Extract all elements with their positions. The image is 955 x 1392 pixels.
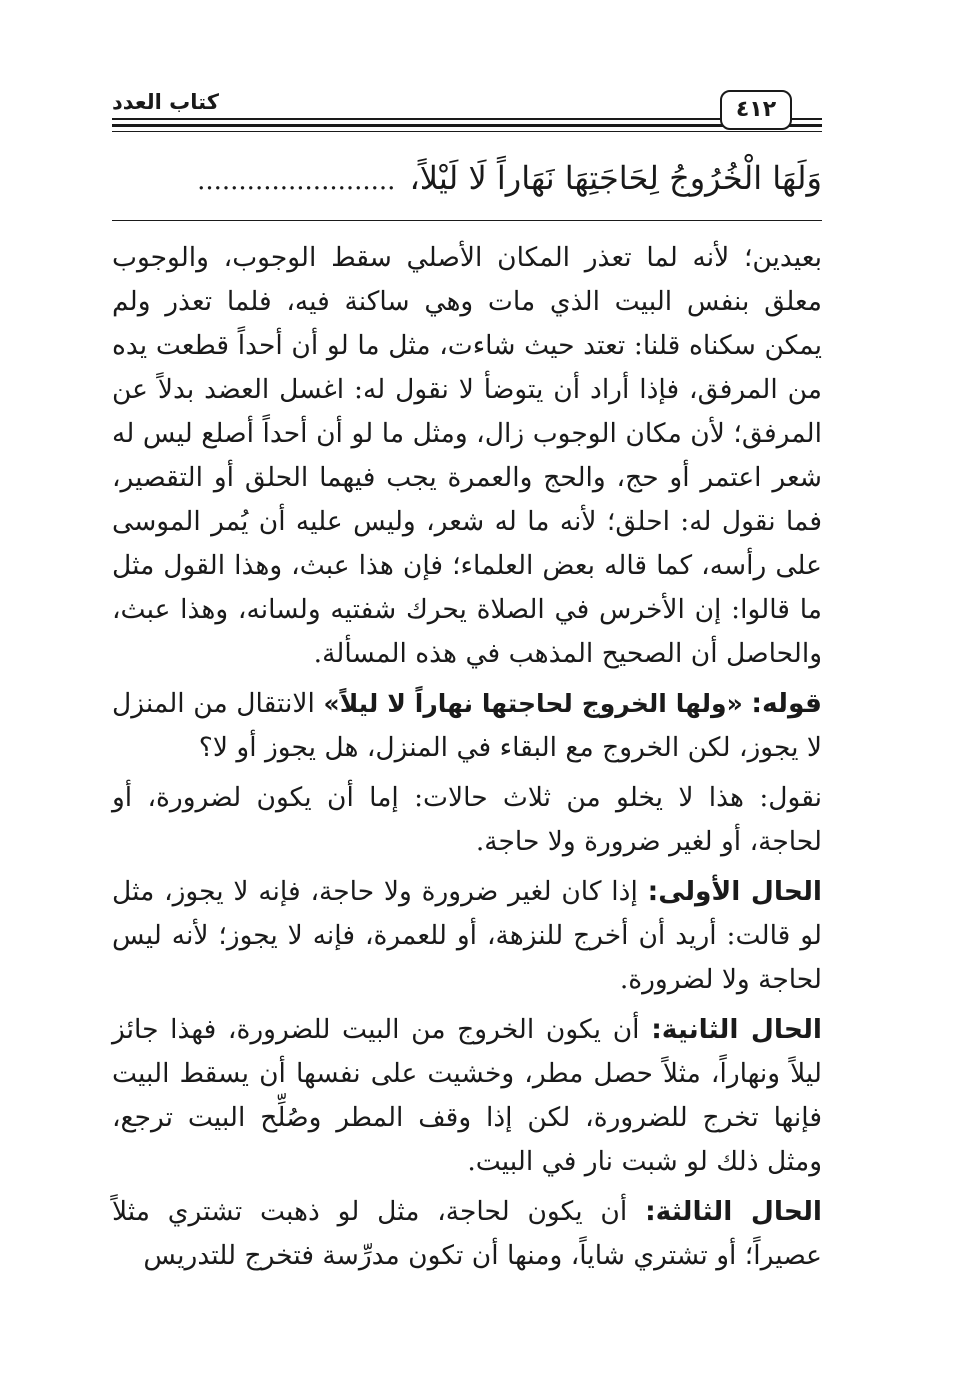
header-rule: [112, 131, 822, 132]
paragraph: بعيدين؛ لأنه لما تعذر المكان الأصلي سقط الوجوب، والوجوب معلق بنفس البيت الذي مات وهي ساكنة فيه، فلما تعذر ولم يمكن سكناه قلنا: تعتد حيث شاءت، مثل ما لو أن أحداً قطعت يده من المرفق، فإذا أراد أن يتوضأ لا نقول له: اغسل العضد بدلاً عن المرفق؛ لأن مكان الوجوب زال، ومثل ما لو أن أحداً أصلع ليس له شعر اعتمر أو حج، والحج والعمرة يجب فيهما الحلق أو التقصير، فما نقول له: احلق؛ لأنه ما له شعر، وليس عليه أن يُمر الموسى على رأسه، كما قاله بعض العلماء؛ فإن هذا عبث، وهذا القول مثل ما قالوا: إن الأخرس في الصلاة يحرك شفتيه ولسانه، وهذا عبث، والحاصل أن الصحيح المذهب في هذه المسألة.: [112, 242, 822, 669]
paragraph-lead: الحال الأولى:: [647, 876, 822, 907]
paragraph-text: إذا كان لغير ضرورة ولا حاجة، فإنه لا يجوز، مثل لو قالت: أريد أن أخرج للنزهة، أو للعمرة، فإنه لا يجوز؛ لأنه ليس لحاجة ولا لضرورة.: [112, 876, 822, 995]
paragraph-text: أن يكون لحاجة، مثل لو ذهبت تشتري مثلاً عصيراً؛ أو تشتري شاياً، ومنها أن تكون مدرِّسة فتخرج للتدريس: [112, 1196, 822, 1271]
matn-line: [112, 150, 822, 209]
paragraph-lead: الحال الثانية:: [651, 1014, 822, 1045]
matn-separator: [112, 220, 822, 221]
paragraph-lead: الحال الثالثة:: [645, 1196, 822, 1227]
paragraph: [112, 682, 822, 770]
matn-dots: ........................: [197, 166, 396, 196]
page-number: ٤١٢: [720, 90, 792, 130]
running-title: كتاب العدد: [112, 88, 227, 116]
paragraph-text: أن يكون الخروج من البيت للضرورة، فهذا جائز ليلاً ونهاراً، مثلاً حصل مطر، وخشيت على نفسها أن يسقط البيت فإنها تخرج للضرورة، لكن إذا وقف المطر وصُلِّح البيت ترجع، ومثل ذلك لو شبت نار في البيت.: [112, 1014, 822, 1177]
paragraph: نقول: هذا لا يخلو من ثلاث حالات: إما أن يكون لضرورة، أو لحاجة، أو لغير ضرورة ولا حاجة.: [112, 782, 822, 857]
paragraph: [112, 1008, 822, 1184]
page-header: [112, 88, 822, 138]
matn-text: وَلَهَا الْخُرُوجُ لِحَاجَتِهَا نَهَاراً لَا لَيْلاً،: [409, 159, 822, 197]
header-rule: [112, 118, 822, 120]
paragraph-text: الانتقال من المنزل لا يجوز، لكن الخروج مع البقاء في المنزل، هل يجوز أو لا؟: [112, 688, 822, 763]
commentary-body: [112, 236, 822, 1284]
quoted-matn: «ولها الخروج لحاجتها نهاراً لا ليلاً»: [323, 689, 743, 718]
paragraph-lead: قوله:: [751, 688, 822, 719]
header-rule: [112, 124, 822, 127]
paragraph: [112, 1190, 822, 1278]
paragraph: [112, 870, 822, 1002]
